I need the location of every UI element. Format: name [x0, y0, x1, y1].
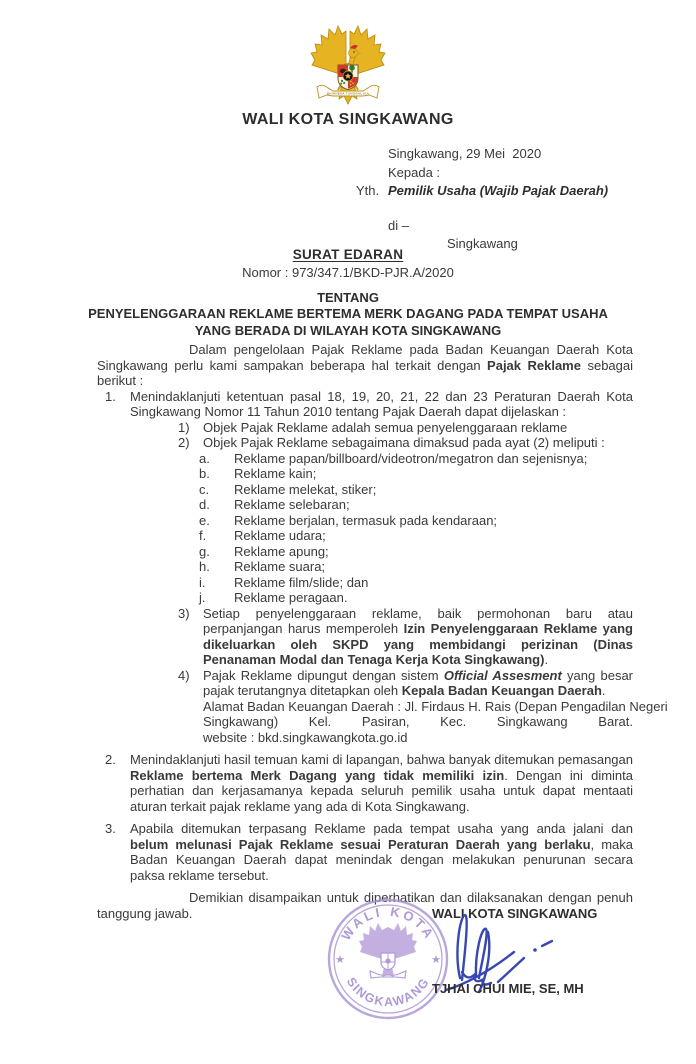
- letter-text: Reklame berjalan, termasuk pada kendaraan;: [234, 512, 498, 528]
- stamp-top-text: WALI KOTA: [338, 903, 438, 943]
- subject-title-line1: PENYELENGGARAAN REKLAME BERTEMA MERK DAGANG PADA TEMPAT USAHA: [88, 306, 608, 321]
- sub-item-4-text: Pajak Reklame dipungut dengan sistem Official Assesment yang besar pajak terutangnya ditetapkan oleh Kepala Badan Keuangan Daerah.: [203, 667, 634, 698]
- address-line-2: Singkawang) Kel. Pasiran, Kec. Singkawang Barat.: [203, 714, 633, 729]
- stamp-garuda-icon: [359, 923, 417, 978]
- letter-text: Reklame papan/billboard/videotron/megatron dan sejenisnya;: [234, 450, 588, 466]
- recipient-block: [356, 145, 608, 254]
- letter-text: Reklame peragaan.: [234, 590, 348, 605]
- letter-item: [199, 575, 633, 591]
- intro-paragraph: Dalam pengelolaan Pajak Reklame pada Badan Keuangan Daerah Kota Singkawang perlu kami sampakan beberapa hal terkait dengan Pajak Reklame sebagai berikut :: [97, 342, 633, 388]
- document-number: Nomor : 973/347.1/BKD-PJR.A/2020: [242, 265, 454, 280]
- letter-item: [199, 590, 633, 606]
- sub-number: 2): [178, 435, 190, 450]
- list-item-3-text: Apabila ditemukan terpasang Reklame pada tempat usaha yang anda jalani dan belum melunasi Pajak Reklame sesuai Peraturan Daerah yang berlaku, maka Badan Keuangan Daerah dapat menindak dengan melakukan penurunan secara paksa reklame tersebut.: [130, 821, 634, 883]
- letter-label: a.: [199, 450, 210, 466]
- letter-body: [97, 342, 668, 921]
- garuda-pancasila-icon: [308, 23, 388, 107]
- list-number: 2.: [105, 752, 116, 767]
- letter-label: e.: [199, 512, 210, 528]
- letter-text: Reklame kain;: [234, 466, 317, 481]
- letter-label: i.: [199, 574, 206, 590]
- signatory-name: TJHAI CHUI MIE, SE, MH: [432, 981, 584, 996]
- stamp-bottom-text: SINGKAWANG: [343, 974, 433, 1010]
- sub-item-1: [178, 420, 633, 436]
- stamp-star-right: ★: [431, 954, 441, 966]
- sub-item-2: [178, 435, 633, 606]
- sub-number: 4): [178, 667, 190, 683]
- letter-label: j.: [199, 590, 206, 605]
- tentang-label: TENTANG: [317, 290, 379, 305]
- letter-item: [199, 528, 633, 544]
- list-number: 3.: [105, 821, 116, 836]
- sub-item-3: [178, 606, 633, 668]
- letter-item: [199, 466, 633, 482]
- kepada-label: Kepada :: [388, 164, 441, 180]
- letter-label: b.: [199, 466, 210, 481]
- subject-title-line2: YANG BERADA DI WILAYAH KOTA SINGKAWANG: [194, 323, 502, 338]
- document-type: SURAT EDARAN: [292, 247, 404, 262]
- letter-text: Reklame apung;: [234, 543, 329, 559]
- emblem-banner-text: BHINNEKA TUNGGAL IKA: [326, 91, 370, 96]
- letter-label: g.: [199, 543, 210, 559]
- stamp-star-left: ★: [335, 954, 345, 966]
- letter-label: c.: [199, 481, 210, 497]
- letter-label: f.: [199, 528, 207, 543]
- letter-item: [199, 559, 633, 575]
- sub-item-4: [178, 667, 668, 746]
- sub-item-3-text: Setiap penyelenggaraan reklame, baik permohonan baru atau perpanjangan harus memperoleh Izin Penyelenggaraan Reklame yang dikeluarkan oleh SKPD yang membidangi perizinan (Dinas Penanaman Modal dan Tenaga Kerja Kota Singkawang).: [203, 605, 633, 667]
- letter-item: [199, 513, 633, 529]
- sub-item-2-text: Objek Pajak Reklame sebagaimana dimaksud pada ayat (2) meliputi :: [203, 435, 605, 450]
- di-label: di –: [388, 217, 409, 233]
- letterhead-title: WALI KOTA SINGKAWANG: [242, 111, 454, 128]
- sub-number: 3): [178, 605, 190, 621]
- letter-item: [199, 451, 633, 467]
- recipient-city: Singkawang: [447, 236, 518, 251]
- list-item-3: [97, 821, 633, 883]
- list-item-2: [97, 752, 633, 814]
- letter-text: Reklame udara;: [234, 528, 326, 543]
- closing-paragraph: Demikian disampaikan untuk diperhatikan dan dilaksanakan dengan penuh tanggung jawab.: [97, 890, 633, 921]
- letter-list: [199, 450, 633, 606]
- letter-item: [199, 482, 633, 498]
- list-item-2-text: Menindaklanjuti hasil temuan kami di lapangan, bahwa banyak ditemukan pemasangan Reklame bertema Merk Dagang yang tidak memiliki izin. Dengan ini diminta perhatian dan kerjasamanya kepada seluruh pemilik usaha untuk dapat mentaati aturan terkait pajak reklame yang ada di Kota Singkawang.: [130, 752, 633, 814]
- addressee: Pemilik Usaha (Wajib Pajak Daerah): [388, 183, 609, 198]
- letter-item: [199, 544, 633, 560]
- sub-item-1-text: Objek Pajak Reklame adalah semua penyelenggaraan reklame: [203, 419, 568, 435]
- signature-title: WALI KOTA SINGKAWANG: [432, 906, 598, 921]
- letter-text: Reklame melekat, stiker;: [234, 481, 377, 497]
- address-line-3: website : bkd.singkawangkota.go.id: [203, 729, 408, 745]
- list-number: 1.: [105, 388, 116, 404]
- letter-text: Reklame film/slide; dan: [234, 574, 369, 590]
- letter-text: Reklame suara;: [234, 559, 326, 574]
- letter-text: Reklame selebaran;: [234, 497, 350, 512]
- subject-block: [0, 247, 696, 339]
- letter-item: [199, 497, 633, 513]
- sub-number: 1): [178, 419, 190, 435]
- list-item-1-text: Menindaklanjuti ketentuan pasal 18, 19, 20, 21, 22 dan 23 Peraturan Daerah Kota Singkawang Nomor 11 Tahun 2010 tentang Pajak Daerah dapat dijelaskan :: [130, 388, 633, 419]
- date-line: Singkawang, 29 Mei 2020: [388, 146, 542, 161]
- list-item-1: [97, 388, 668, 746]
- address-line-1: Alamat Badan Keuangan Daerah : Jl. Firdaus H. Rais (Depan Pengadilan Negeri: [203, 698, 668, 714]
- letter-label: d.: [199, 497, 210, 512]
- letter-label: h.: [199, 559, 210, 574]
- yth-label: Yth.: [356, 183, 380, 198]
